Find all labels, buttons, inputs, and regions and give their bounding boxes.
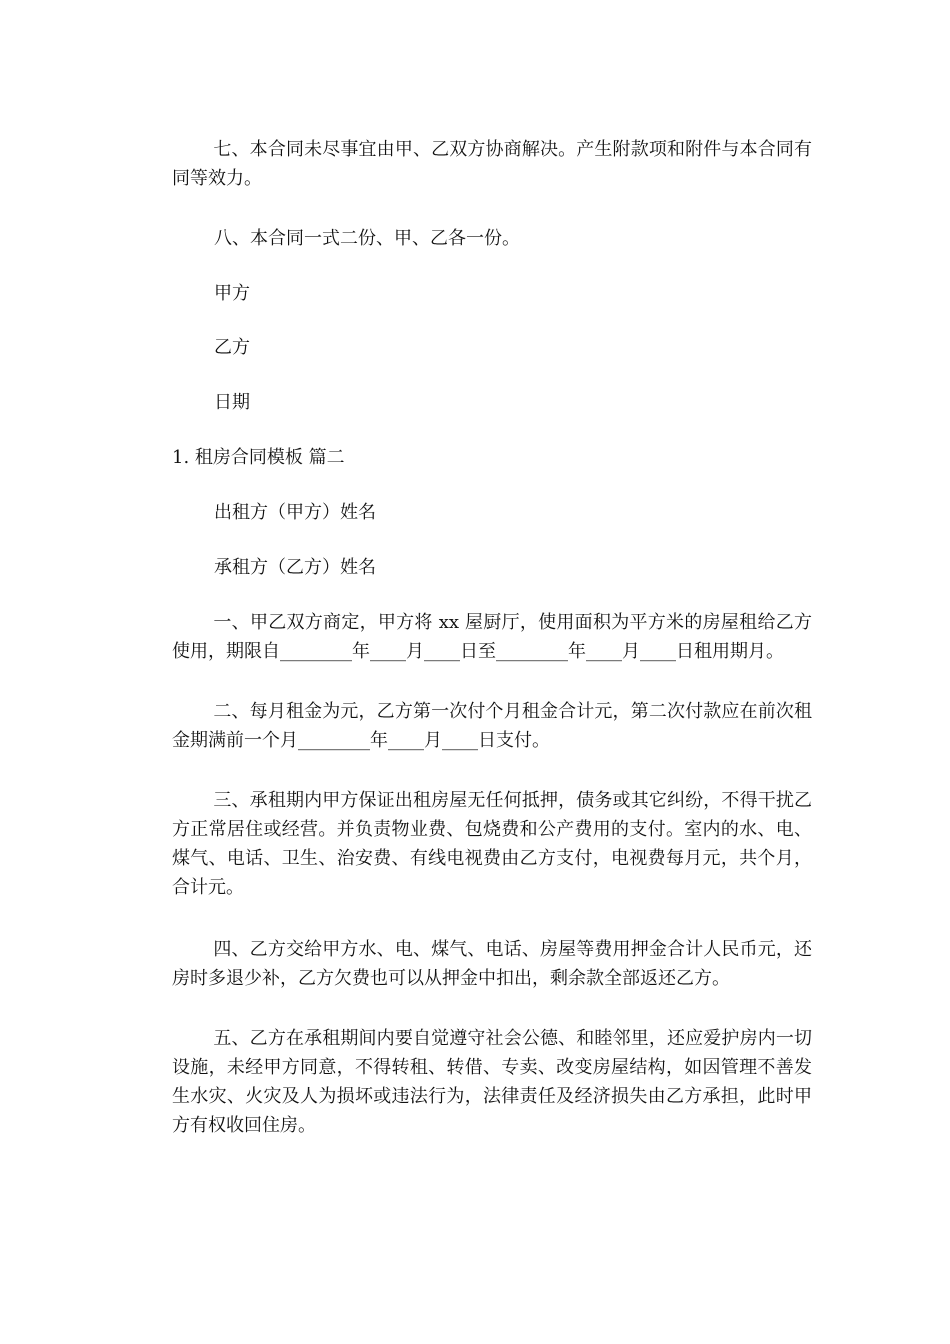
clause-seven: 七、本合同未尽事宜由甲、乙双方协商解决。产生附款项和附件与本合同有同等效力。	[172, 139, 812, 189]
lessor-name-label: 出租方（甲方）姓名	[214, 502, 376, 523]
date-label: 日期	[214, 392, 250, 413]
lessee-name-label: 承租方（乙方）姓名	[214, 557, 376, 578]
clause-two: 二、每月租金为元，乙方第一次付个月租金合计元，第二次付款应在前次租金期满前一个月________年____月____日支付。	[172, 701, 812, 751]
section-heading: 1. 租房合同模板 篇二	[172, 447, 345, 468]
clause-eight: 八、本合同一式二份、甲、乙各一份。	[214, 228, 520, 249]
party-a-signature-label: 甲方	[214, 283, 250, 304]
party-b-signature-label: 乙方	[214, 337, 250, 358]
clause-four: 四、乙方交给甲方水、电、煤气、电话、房屋等费用押金合计人民币元，还房时多退少补，乙方欠费也可以从押金中扣出，剩余款全部返还乙方。	[172, 939, 812, 989]
clause-five: 五、乙方在承租期间内要自觉遵守社会公德、和睦邻里，还应爱护房内一切设施，未经甲方同意，不得转租、转借、专卖、改变房屋结构，如因管理不善发生水灾、火灾及人为损坏或违法行为，法律责任及经济损失由乙方承担，此时甲方有权收回住房。	[172, 1028, 812, 1136]
clause-three: 三、承租期内甲方保证出租房屋无任何抵押，债务或其它纠纷，不得干扰乙方正常居住或经营。并负责物业费、包烧费和公产费用的支付。室内的水、电、煤气、电话、卫生、治安费、有线电视费由乙方支付，电视费每月元，共个月，合计元。	[172, 790, 812, 898]
clause-one: 一、甲乙双方商定，甲方将 xx 屋厨厅，使用面积为平方米的房屋租给乙方使用，期限自________年____月____日至________年____月____日租用期月。	[172, 612, 812, 662]
